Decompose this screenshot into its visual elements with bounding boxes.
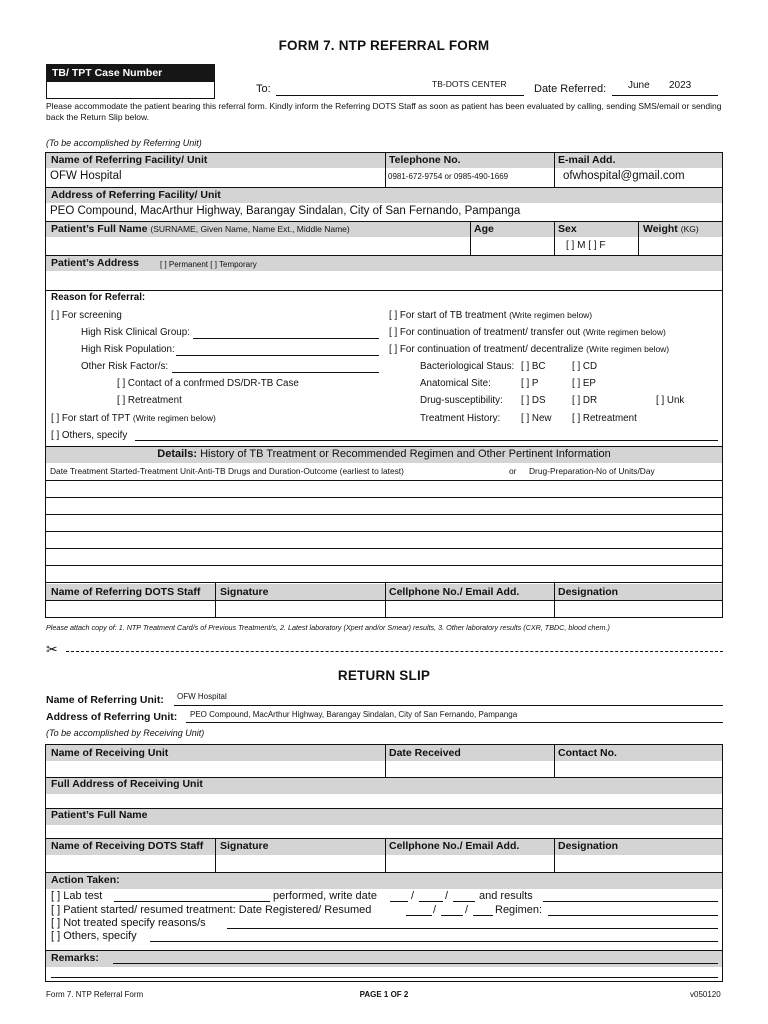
patient-name-hint: (SURNAME, Given Name, Name Ext., Middle Name)	[150, 224, 350, 234]
sex-label: Sex	[558, 223, 577, 235]
return-ref-unit-line[interactable]	[174, 705, 723, 706]
history-label: Treatment History:	[420, 413, 501, 424]
weight-unit: (KG)	[680, 224, 699, 234]
return-slip-title: RETURN SLIP	[337, 668, 431, 683]
facility-address-label: Address of Referring Facility/ Unit	[51, 189, 221, 201]
high-risk-pop-line[interactable]	[176, 355, 379, 356]
lab-results-text: and results	[479, 890, 533, 902]
lab-date-dd[interactable]	[419, 901, 443, 902]
lab-test-line[interactable]	[114, 901, 270, 902]
reason-label: Reason for Referral:	[51, 292, 146, 303]
to-label: To:	[256, 83, 271, 95]
retreatment-checkbox[interactable]: [ ] Retreatment	[117, 395, 182, 406]
patient-address-options[interactable]: [ ] Permanent [ ] Temporary	[160, 260, 257, 269]
staff-contact-label: Cellphone No./ Email Add.	[389, 586, 520, 598]
attach-note: Please attach copy of: 1. NTP Treatment Card/s of Previous Treatment/s, 2. Latest laboratory (Xpert and/or Smear) results, 3. Other laboratory results (CXR, TBDC, blood chem.)	[46, 623, 610, 632]
remarks-line-2[interactable]	[51, 977, 718, 978]
other-risk-line[interactable]	[172, 372, 379, 373]
signature-label: Signature	[220, 586, 269, 598]
remarks-line-1[interactable]	[113, 963, 718, 964]
remarks-label: Remarks:	[51, 952, 99, 964]
lab-date-slash-1: /	[411, 890, 415, 902]
lab-results-line[interactable]	[543, 901, 718, 902]
to-value: TB-DOTS CENTER	[432, 79, 507, 89]
regimen-label: Regimen:	[495, 904, 543, 916]
drug-unk-checkbox[interactable]: [ ] Unk	[656, 395, 685, 406]
history-retreatment-checkbox[interactable]: [ ] Retreatment	[572, 413, 637, 424]
details-col-or: or	[509, 466, 517, 476]
lab-date-mm[interactable]	[390, 901, 408, 902]
lab-date-yy[interactable]	[453, 901, 475, 902]
email-label: E-mail Add.	[558, 154, 616, 166]
high-risk-group-line[interactable]	[193, 338, 379, 339]
sex-options[interactable]: [ ] M [ ] F	[566, 240, 606, 251]
return-ref-address-value: PEO Compound, MacArthur Highway, Barangay Sindalan, City of San Fernando, Pampanga	[190, 710, 518, 719]
registered-dd[interactable]	[441, 915, 463, 916]
telephone-label: Telephone No.	[389, 154, 461, 166]
date-month: June	[628, 80, 650, 91]
registered-yy[interactable]	[473, 915, 493, 916]
continuation-decentralize-hint: (Write regimen below)	[586, 344, 670, 354]
footer-form-name: Form 7. NTP Referral Form	[46, 990, 144, 999]
date-referred-label: Date Referred:	[534, 83, 607, 95]
details-text: History of TB Treatment or Recommended Regimen and Other Pertinent Information	[200, 448, 611, 460]
date-year: 2023	[669, 80, 692, 91]
return-ref-unit-value: OFW Hospital	[177, 692, 227, 701]
site-ep-checkbox[interactable]: [ ] EP	[572, 378, 596, 389]
lab-performed-text: performed, write date	[273, 890, 377, 902]
registered-slash-1: /	[433, 904, 437, 916]
registered-mm[interactable]	[406, 915, 432, 916]
scissors-icon: ✂	[46, 641, 58, 657]
not-treated-line[interactable]	[227, 928, 718, 929]
receiving-unit-note: (To be accomplished by Receiving Unit)	[46, 728, 205, 738]
lab-test-checkbox[interactable]: [ ] Lab test	[51, 890, 103, 902]
return-patient-name-label: Patient’s Full Name	[51, 809, 148, 821]
footer-version: v050120	[690, 990, 721, 999]
return-others-checkbox[interactable]: [ ] Others, specify	[51, 930, 137, 942]
return-ref-address-line[interactable]	[186, 722, 723, 723]
instructions-text: Please accommodate the patient bearing this referral form. Kindly inform the Referring DOTS Staff as soon as patient has been evaluated by calling, sending SMS/email or sending back the Return Slip below.	[46, 101, 722, 122]
cut-line	[66, 651, 723, 652]
footer-page-number: PAGE 1 OF 2	[359, 990, 409, 999]
receiving-address-label: Full Address of Receiving Unit	[51, 778, 203, 790]
details-rows[interactable]	[46, 480, 722, 582]
telephone-value[interactable]: 0981-672-9754 or 0985-490-1669	[388, 172, 509, 181]
referring-unit-note: (To be accomplished by Referring Unit)	[46, 138, 202, 148]
date-received-label: Date Received	[389, 747, 461, 759]
details-col-right: Drug-Preparation-No of Units/Day	[529, 466, 655, 476]
return-signature-label: Signature	[220, 840, 269, 852]
tpt-start-checkbox[interactable]: [ ] For start of TPT (Write regimen below)	[51, 413, 216, 424]
case-number-input[interactable]	[46, 82, 215, 99]
other-risk-label: Other Risk Factor/s:	[81, 361, 169, 372]
not-treated-checkbox[interactable]: [ ] Not treated specify reasons/s	[51, 917, 206, 929]
history-new-checkbox[interactable]: [ ] New	[521, 413, 552, 424]
contact-checkbox[interactable]: [ ] Contact of a confrmed DS/DR-TB Case	[117, 378, 299, 389]
facility-name-value[interactable]: OFW Hospital	[50, 170, 122, 182]
form-title: FORM 7. NTP REFERRAL FORM	[278, 38, 490, 53]
tpt-hint: (Write regimen below)	[132, 413, 216, 423]
continuation-transfer-checkbox[interactable]: [ ] For continuation of treatment/ transfer out (Write regimen below)	[389, 327, 666, 338]
lab-date-slash-2: /	[445, 890, 449, 902]
high-risk-group-label: High Risk Clinical Group:	[81, 327, 190, 338]
site-label: Anatomical Site:	[420, 378, 491, 389]
return-contact-label: Cellphone No./ Email Add.	[389, 840, 520, 852]
regimen-line[interactable]	[548, 915, 718, 916]
return-ref-address-label: Address of Referring Unit:	[46, 711, 178, 723]
return-designation-label: Designation	[558, 840, 619, 852]
return-others-line[interactable]	[150, 941, 718, 942]
patient-address-label: Patient’s Address	[51, 257, 139, 269]
contact-no-label: Contact No.	[558, 747, 617, 759]
registered-slash-2: /	[465, 904, 469, 916]
case-number-label: TB/ TPT Case Number	[46, 64, 215, 82]
facility-address-value[interactable]: PEO Compound, MacArthur Highway, Barangay Sindalan, City of San Fernando, Pampanga	[50, 205, 521, 217]
tb-start-checkbox[interactable]: [ ] For start of TB treatment (Write regimen below)	[389, 310, 593, 321]
email-value[interactable]: ofwhospital@gmail.com	[563, 170, 685, 182]
referring-staff-label: Name of Referring DOTS Staff	[51, 586, 201, 598]
return-ref-unit-label: Name of Referring Unit:	[46, 694, 164, 706]
tb-start-hint: (Write regimen below)	[509, 310, 593, 320]
details-label: Details:	[157, 448, 198, 460]
facility-name-label: Name of Referring Facility/ Unit	[51, 154, 208, 166]
continuation-decentralize-checkbox[interactable]: [ ] For continuation of treatment/ decentralize (Write regimen below)	[389, 344, 670, 355]
age-label: Age	[474, 223, 494, 235]
site-p-checkbox[interactable]: [ ] P	[521, 378, 539, 389]
others-line[interactable]	[135, 440, 718, 441]
patient-name-label: Patient’s Full Name (SURNAME, Given Name, Name Ext., Middle Name)	[51, 223, 350, 235]
bact-bc-checkbox[interactable]: [ ] BC	[521, 361, 546, 372]
details-header	[45, 448, 723, 460]
high-risk-pop-label: High Risk Population:	[81, 344, 175, 355]
weight-label: Weight (KG)	[643, 223, 699, 235]
bact-label: Bacteriological Staus:	[420, 361, 515, 372]
drug-label: Drug-susceptibility:	[420, 395, 503, 406]
receiving-unit-name-label: Name of Receiving Unit	[51, 747, 169, 759]
details-col-left: Date Treatment Started-Treatment Unit-Anti-TB Drugs and Duration-Outcome (earliest to latest)	[50, 466, 404, 476]
continuation-transfer-hint: (Write regimen below)	[582, 327, 666, 337]
receiving-staff-label: Name of Receiving DOTS Staff	[51, 840, 204, 852]
bact-cd-checkbox[interactable]: [ ] CD	[572, 361, 598, 372]
designation-label: Designation	[558, 586, 619, 598]
drug-dr-checkbox[interactable]: [ ] DR	[572, 395, 598, 406]
action-taken-label: Action Taken:	[51, 874, 120, 886]
patient-started-checkbox[interactable]: [ ] Patient started/ resumed treatment: Date Registered/ Resumed	[51, 904, 372, 916]
drug-ds-checkbox[interactable]: [ ] DS	[521, 395, 546, 406]
others-checkbox[interactable]: [ ] Others, specify	[51, 430, 128, 441]
screening-checkbox[interactable]: [ ] For screening	[51, 310, 122, 321]
